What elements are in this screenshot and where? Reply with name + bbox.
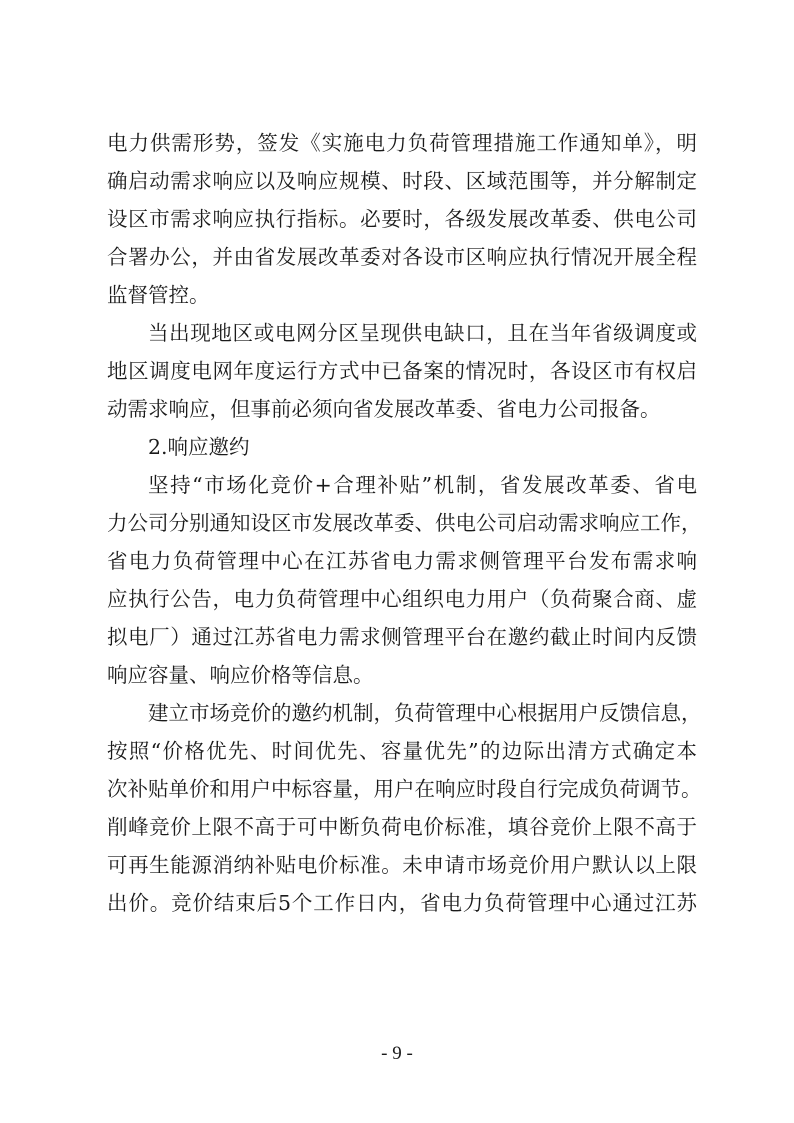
section-heading-text: 2.响应邀约	[148, 435, 250, 459]
document-body	[107, 124, 702, 922]
text-line: 设区市需求响应执行指标。必要时，各级发展改革委、供电公司	[107, 207, 697, 231]
text-line: 动需求响应，但事前必须向省发展改革委、省电力公司报备。	[107, 397, 661, 421]
page-number: - 9 -	[381, 1043, 413, 1064]
text-line: 确启动需求响应以及响应规模、时段、区域范围等，并分解制定	[107, 169, 697, 193]
text-line: 监督管控。	[107, 283, 210, 307]
text-line: 应执行公告，电力负荷管理中心组织电力用户（负荷聚合商、虚	[107, 587, 697, 611]
text-line: 按照“价格优先、时间优先、容量优先”的边际出清方式确定本	[107, 739, 697, 763]
paragraph	[107, 314, 697, 428]
text-line: 可再生能源消纳补贴电价标准。未申请市场竞价用户默认以上限	[107, 853, 697, 877]
text-line: 削峰竞价上限不高于可中断负荷电价标准，填谷竞价上限不高于	[107, 815, 697, 839]
text-line: 响应容量、响应价格等信息。	[107, 663, 374, 687]
text-line: 当出现地区或电网分区呈现供电缺口，且在当年省级调度或	[148, 321, 697, 345]
text-line: 地区调度电网年度运行方式中已备案的情况时，各设区市有权启	[107, 359, 697, 383]
text-line: 合署办公，并由省发展改革委对各设市区响应执行情况开展全程	[107, 245, 697, 269]
text-line: 出价。竞价结束后5个工作日内，省电力负荷管理中心通过江苏	[107, 891, 697, 915]
text-line: 省电力负荷管理中心在江苏省电力需求侧管理平台发布需求响	[107, 549, 697, 573]
paragraph	[107, 694, 702, 922]
text-line: 电力供需形势，签发《实施电力负荷管理措施工作通知单》，明	[107, 131, 697, 155]
text-line: 建立市场竞价的邀约机制，负荷管理中心根据用户反馈信息，	[148, 701, 702, 725]
paragraph	[107, 124, 697, 314]
text-line: 次补贴单价和用户中标容量，用户在响应时段自行完成负荷调节。	[107, 777, 702, 801]
section-heading	[107, 428, 697, 466]
text-line: 拟电厂）通过江苏省电力需求侧管理平台在邀约截止时间内反馈	[107, 625, 697, 649]
paragraph	[107, 466, 702, 694]
text-line: 坚持“市场化竞价+合理补贴”机制，省发展改革委、省电	[148, 473, 697, 497]
text-line: 力公司分别通知设区市发展改革委、供电公司启动需求响应工作，	[107, 511, 702, 535]
